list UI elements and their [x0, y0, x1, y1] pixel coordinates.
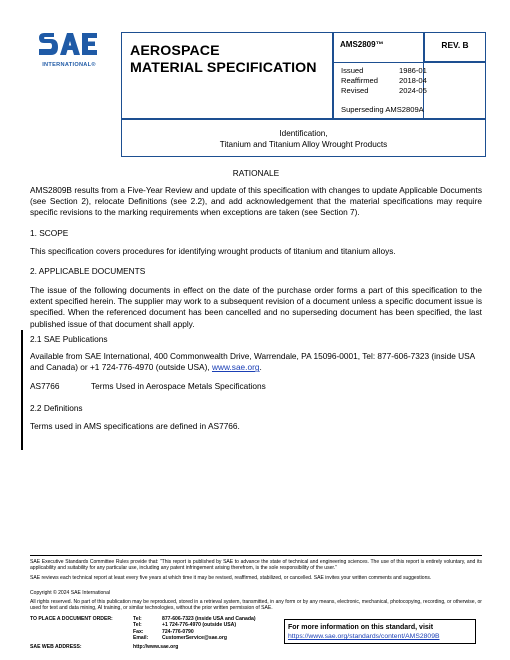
spec-title-box [121, 32, 333, 119]
rationale-heading: RATIONALE [232, 168, 280, 178]
footer-review-text: SAE reviews each technical report at least every five years at which time it may be revised, reaffirmed, stabilized, or cancelled. SAE invites your written comments and suggestions. [30, 575, 432, 581]
rationale-text: AMS2809B results from a Five-Year Review and update of this specification with changes to update Applicable Documents (see Section 2), relocate Definitions (see 2.2), and add acknowledgement that the material specifications may require specific revisions to the marking requirements when exceptions are taken (see Section 7). [30, 185, 482, 218]
footer-rights-text: All rights reserved. No part of this publication may be reproduced, stored in a retrieval system, transmitted, in any form or by any means, electronic, mechanical, photocopying, recording, or otherwise, or used for text and data mining, AI training, or similar technologies, without the prior written permission of SAE. [30, 599, 482, 612]
reaffirmed-date: 2018-04 [399, 76, 427, 85]
logo-subtitle: INTERNATIONAL® [42, 62, 96, 68]
section-2-text: The issue of the following documents in effect on the date of the purchase order forms a part of this specification to the extent specified herein. The supplier may work to a subsequent revision of a document unless a specific document issue is specified. When the referenced document has been cancelled and no superseding document has been specified, the last published issue of that document shall apply. [30, 285, 482, 329]
order-labels [133, 616, 148, 641]
dates-box [333, 62, 486, 119]
sae-logo [30, 30, 108, 74]
fax-value: 724-776-0790 [162, 628, 194, 635]
footer-divider [30, 555, 482, 556]
revised-date: 2024-05 [399, 86, 427, 95]
web-address[interactable]: http://www.sae.org [133, 644, 179, 650]
sae-address-end: . [259, 362, 262, 373]
footer-copyright: Copyright © 2024 SAE International [30, 590, 111, 596]
as7766-code: AS7766 [30, 381, 60, 391]
email-label: Email: [133, 634, 149, 641]
section-2-1-heading: 2.1 SAE Publications [30, 334, 108, 344]
tel-value: 877-606-7323 (inside USA and Canada) [162, 616, 256, 622]
change-bar-1 [21, 330, 23, 450]
tel2-label: Tel: [133, 622, 142, 629]
spec-title-line-1: AEROSPACE [130, 43, 220, 59]
revision-label: REV. B [441, 40, 469, 50]
issued-label: Issued [341, 66, 364, 75]
sae-address-text: Available from SAE International, 400 Commonwealth Drive, Warrendale, PA 15096-0001, Tel: 877-606-7323 (inside USA and Canada) or +1 724-776-4970 (outside USA), [30, 351, 475, 373]
revised-label: Revised [341, 86, 369, 95]
web-label: SAE WEB ADDRESS: [30, 644, 82, 650]
order-label: TO PLACE A DOCUMENT ORDER: [30, 616, 113, 622]
tel-label: Tel: [133, 616, 142, 622]
doc-number: AMS2809™ [340, 40, 384, 49]
section-2-1-text [30, 351, 482, 373]
issued-date: 1986-01 [399, 66, 427, 75]
as7766-title: Terms Used in Aerospace Metals Specifications [91, 381, 266, 391]
spec-title-line-2: MATERIAL SPECIFICATION [130, 60, 317, 76]
more-info-title: For more information on this standard, visit [288, 624, 434, 631]
revision-box [424, 32, 486, 62]
issued-row [341, 66, 427, 75]
subject-line-1: Identification, [279, 129, 328, 138]
subject-line-2: Titanium and Titanium Alloy Wrought Products [219, 140, 388, 149]
subject-box [121, 119, 486, 157]
reaffirmed-row [341, 76, 427, 85]
section-2-heading: 2. APPLICABLE DOCUMENTS [30, 266, 146, 276]
order-values [162, 616, 256, 641]
section-1-text: This specification covers procedures for identifying wrought products of titanium and titanium alloys. [30, 246, 396, 256]
footer-rules-text: SAE Executive Standards Committee Rules provide that: “This report is published by SAE to advance the state of technical and engineering sciences. The use of this report is entirely voluntary, and its applicability and suitability for any particular use, including any patent infringement arising therefrom, is the sole responsibility of the user.” [30, 559, 482, 572]
revised-row [341, 86, 427, 95]
sae-logo-mark [38, 30, 98, 60]
more-info-box [284, 619, 476, 644]
fax-label: Fax: [133, 628, 144, 635]
reaffirmed-label: Reaffirmed [341, 76, 379, 85]
standard-link[interactable]: https://www.sae.org/standards/content/AMS2809B [288, 633, 440, 640]
section-2-2-text: Terms used in AMS specifications are defined in AS7766. [30, 421, 240, 431]
section-2-2-heading: 2.2 Definitions [30, 403, 83, 413]
tel2-value: +1 724-776-4970 (outside USA) [162, 622, 237, 629]
superseding-note: Superseding AMS2809A [341, 105, 424, 114]
sae-website-link[interactable]: www.sae.org [211, 362, 260, 373]
email-value: CustomerService@sae.org [162, 634, 227, 641]
section-1-heading: 1. SCOPE [30, 228, 69, 238]
